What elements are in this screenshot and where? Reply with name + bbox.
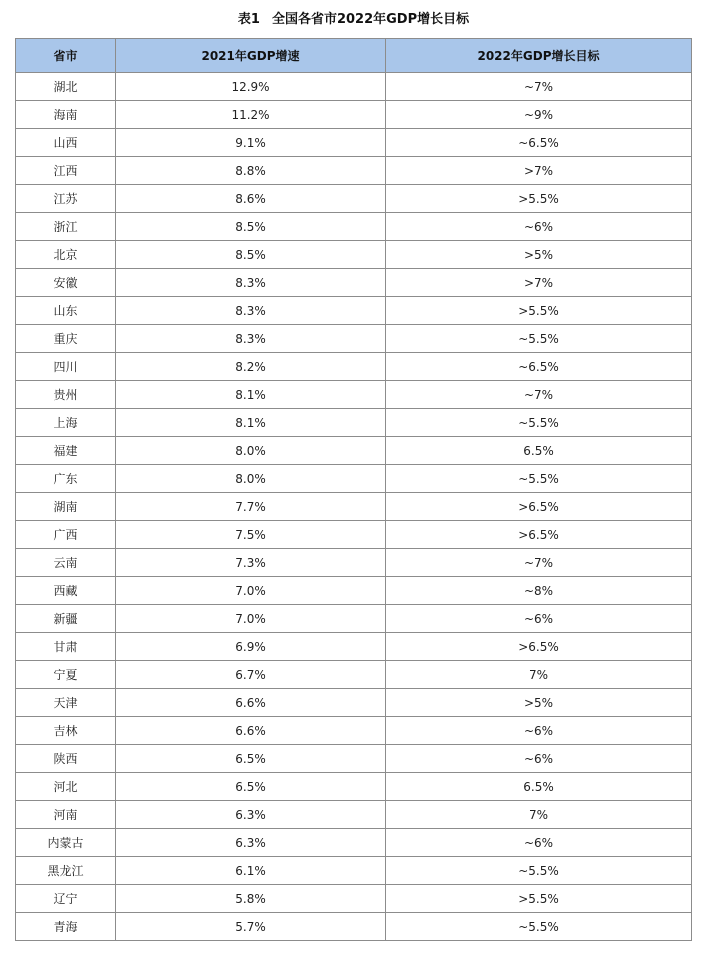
table-row [16,381,692,409]
table-row [16,913,692,941]
table-row [16,297,692,325]
growth-2021-cell: 6.5% [116,773,386,801]
table-row [16,493,692,521]
growth-2021-cell: 8.2% [116,353,386,381]
growth-2021-cell: 7.5% [116,521,386,549]
province-cell: 黑龙江 [16,857,116,885]
province-cell: 河北 [16,773,116,801]
target-2022-cell: ~5.5% [386,913,692,941]
table-body [16,73,692,941]
header-target-2022: 2022年GDP增长目标 [386,39,692,73]
table-row [16,745,692,773]
growth-2021-cell: 8.5% [116,241,386,269]
province-cell: 宁夏 [16,661,116,689]
growth-2021-cell: 6.5% [116,745,386,773]
target-2022-cell: ~6% [386,605,692,633]
table-row [16,185,692,213]
target-2022-cell: ~8% [386,577,692,605]
table-row [16,857,692,885]
target-2022-cell: ~5.5% [386,325,692,353]
province-cell: 西藏 [16,577,116,605]
table-caption [0,10,707,30]
growth-2021-cell: 8.5% [116,213,386,241]
table-row [16,157,692,185]
target-2022-cell: ~6.5% [386,353,692,381]
header-growth-2021: 2021年GDP增速 [116,39,386,73]
province-cell: 福建 [16,437,116,465]
target-2022-cell: 7% [386,801,692,829]
table-row [16,689,692,717]
province-cell: 河南 [16,801,116,829]
target-2022-cell: >5.5% [386,185,692,213]
province-cell: 湖北 [16,73,116,101]
province-cell: 江西 [16,157,116,185]
target-2022-cell: >5.5% [386,297,692,325]
table-row [16,409,692,437]
table-number: 表1 [237,12,260,27]
table-row [16,801,692,829]
table-row [16,213,692,241]
growth-2021-cell: 8.3% [116,269,386,297]
growth-2021-cell: 9.1% [116,129,386,157]
growth-2021-cell: 6.9% [116,633,386,661]
province-cell: 新疆 [16,605,116,633]
target-2022-cell: ~6% [386,213,692,241]
target-2022-cell: ~6% [386,829,692,857]
header-row [16,39,692,73]
growth-2021-cell: 6.3% [116,801,386,829]
province-cell: 山西 [16,129,116,157]
province-cell: 海南 [16,101,116,129]
province-cell: 陕西 [16,745,116,773]
province-cell: 北京 [16,241,116,269]
province-cell: 青海 [16,913,116,941]
growth-2021-cell: 6.6% [116,689,386,717]
province-cell: 广西 [16,521,116,549]
target-2022-cell: ~7% [386,381,692,409]
table-row [16,325,692,353]
province-cell: 天津 [16,689,116,717]
header-province: 省市 [16,39,116,73]
table-row [16,829,692,857]
province-cell: 江苏 [16,185,116,213]
table-title: 全国各省市2022年GDP增长目标 [271,12,470,27]
growth-2021-cell: 8.0% [116,465,386,493]
growth-2021-cell: 11.2% [116,101,386,129]
table-row [16,661,692,689]
growth-2021-cell: 12.9% [116,73,386,101]
growth-2021-cell: 7.7% [116,493,386,521]
province-cell: 湖南 [16,493,116,521]
province-cell: 吉林 [16,717,116,745]
target-2022-cell: 6.5% [386,773,692,801]
table-row [16,633,692,661]
province-cell: 内蒙古 [16,829,116,857]
target-2022-cell: ~5.5% [386,465,692,493]
table-row [16,129,692,157]
table-row [16,73,692,101]
target-2022-cell: ~6.5% [386,129,692,157]
growth-2021-cell: 8.8% [116,157,386,185]
growth-2021-cell: 7.0% [116,605,386,633]
growth-2021-cell: 5.8% [116,885,386,913]
province-cell: 重庆 [16,325,116,353]
growth-2021-cell: 7.3% [116,549,386,577]
province-cell: 四川 [16,353,116,381]
gdp-table [15,38,692,941]
growth-2021-cell: 8.3% [116,325,386,353]
target-2022-cell: >7% [386,269,692,297]
table-row [16,773,692,801]
province-cell: 山东 [16,297,116,325]
province-cell: 甘肃 [16,633,116,661]
table-row [16,437,692,465]
province-cell: 辽宁 [16,885,116,913]
target-2022-cell: >6.5% [386,521,692,549]
province-cell: 云南 [16,549,116,577]
table-header [16,39,692,73]
growth-2021-cell: 5.7% [116,913,386,941]
growth-2021-cell: 8.1% [116,381,386,409]
table-row [16,465,692,493]
target-2022-cell: >6.5% [386,493,692,521]
growth-2021-cell: 8.1% [116,409,386,437]
growth-2021-cell: 8.6% [116,185,386,213]
province-cell: 广东 [16,465,116,493]
table-row [16,885,692,913]
target-2022-cell: ~7% [386,549,692,577]
growth-2021-cell: 7.0% [116,577,386,605]
target-2022-cell: ~6% [386,717,692,745]
target-2022-cell: ~6% [386,745,692,773]
growth-2021-cell: 6.6% [116,717,386,745]
target-2022-cell: >5% [386,241,692,269]
growth-2021-cell: 6.7% [116,661,386,689]
table-row [16,353,692,381]
target-2022-cell: ~5.5% [386,409,692,437]
province-cell: 安徽 [16,269,116,297]
target-2022-cell: >5% [386,689,692,717]
target-2022-cell: ~7% [386,73,692,101]
table-row [16,241,692,269]
table-row [16,577,692,605]
province-cell: 浙江 [16,213,116,241]
target-2022-cell: >6.5% [386,633,692,661]
target-2022-cell: >7% [386,157,692,185]
growth-2021-cell: 6.1% [116,857,386,885]
table-row [16,269,692,297]
table-row [16,717,692,745]
growth-2021-cell: 8.3% [116,297,386,325]
target-2022-cell: 7% [386,661,692,689]
table-row [16,549,692,577]
table-row [16,521,692,549]
target-2022-cell: >5.5% [386,885,692,913]
table-row [16,605,692,633]
target-2022-cell: ~9% [386,101,692,129]
table-row [16,101,692,129]
province-cell: 贵州 [16,381,116,409]
target-2022-cell: ~5.5% [386,857,692,885]
growth-2021-cell: 8.0% [116,437,386,465]
growth-2021-cell: 6.3% [116,829,386,857]
target-2022-cell: 6.5% [386,437,692,465]
province-cell: 上海 [16,409,116,437]
